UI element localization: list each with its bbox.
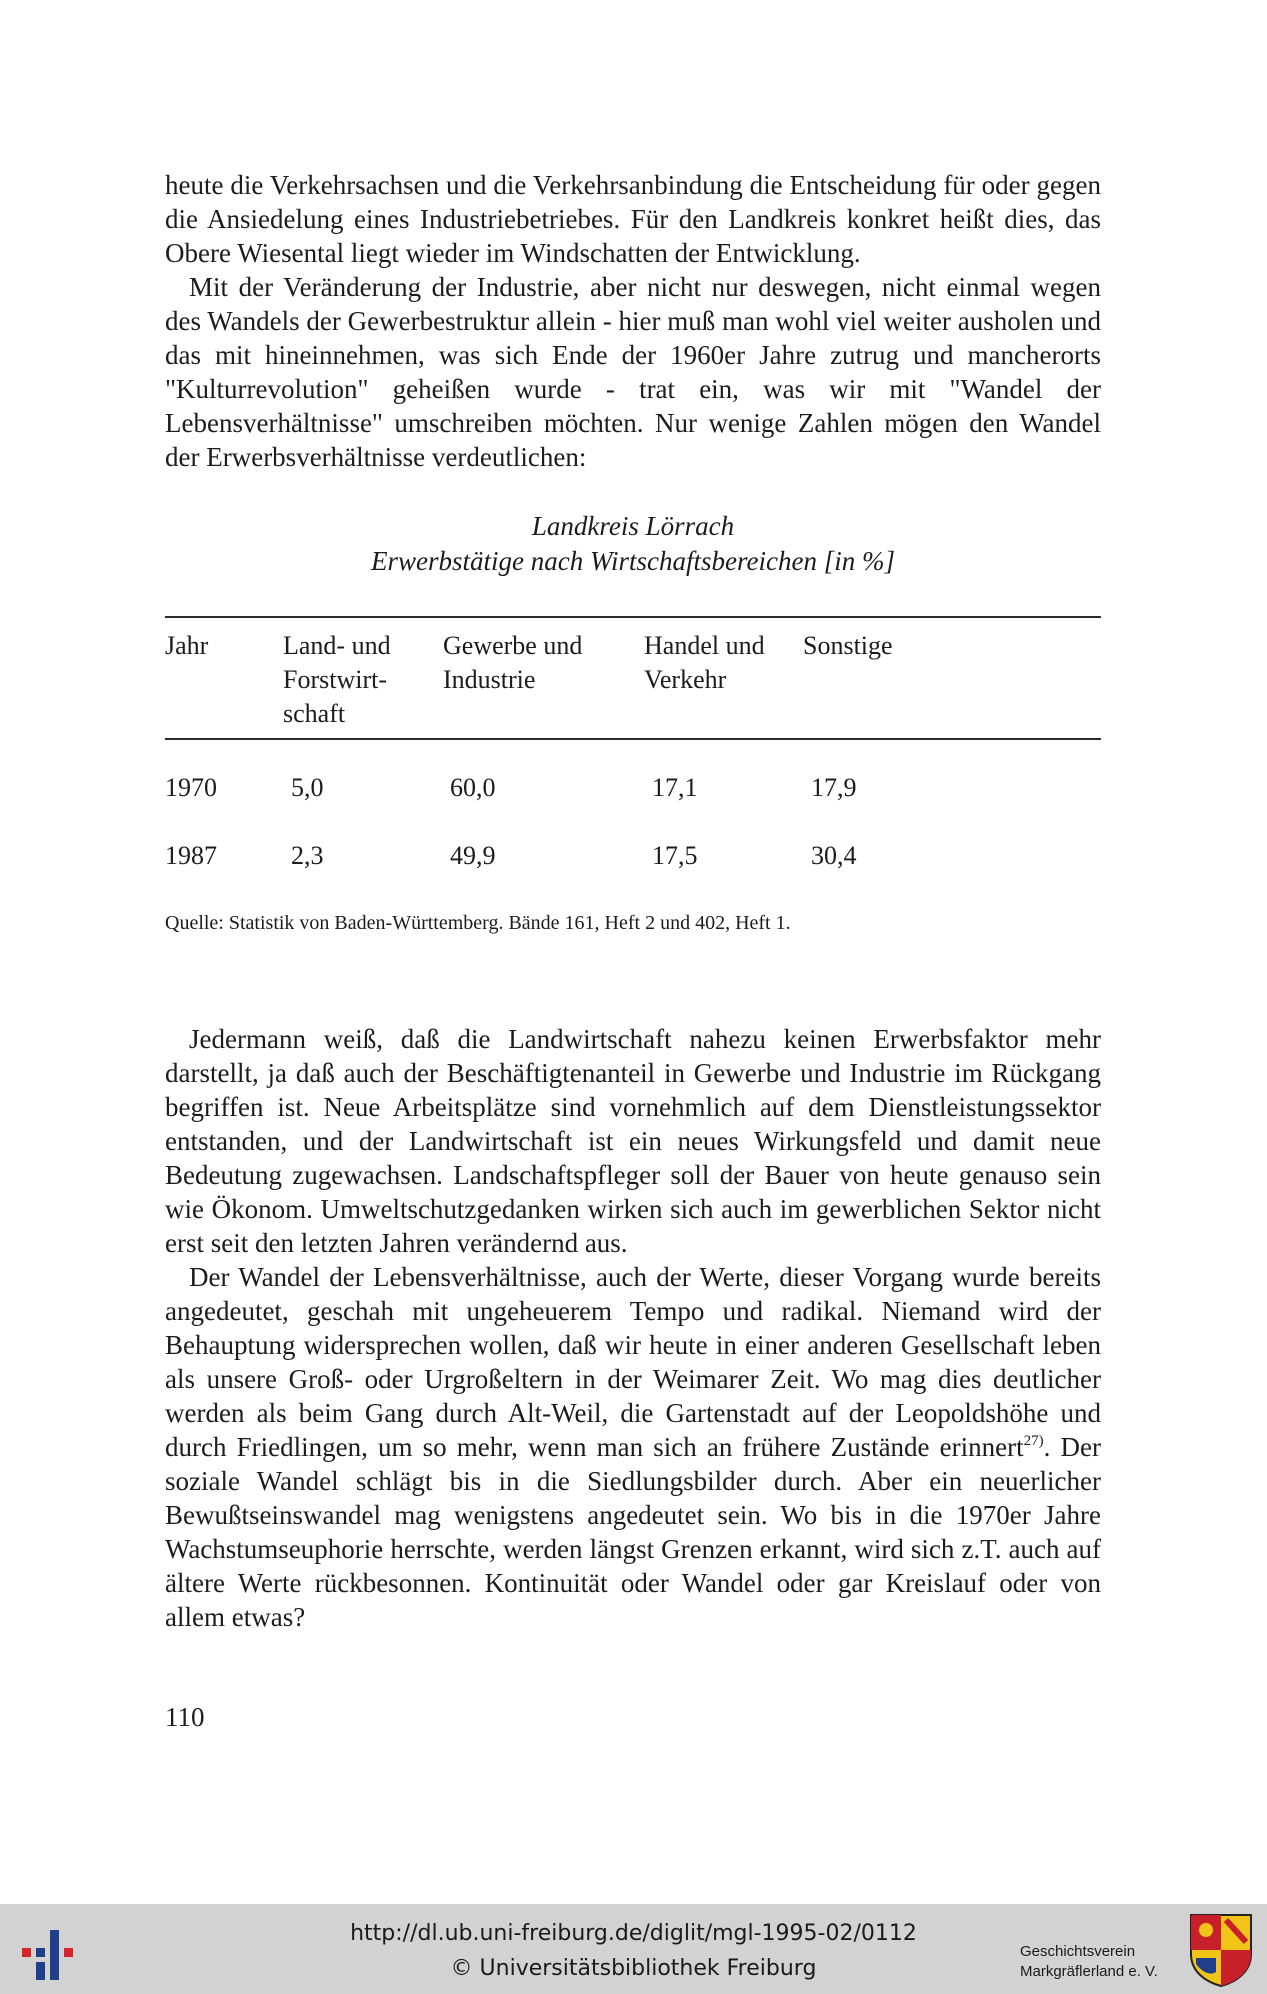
intro-text [165, 168, 1101, 474]
table-header-trade: Handel und Verkehr [644, 631, 765, 694]
table-cell-trade: 17,1 [652, 773, 698, 802]
copyright-text: © Universitätsbibliothek Freiburg [450, 1956, 817, 1981]
table-cell-year: 1987 [165, 841, 217, 870]
table-header-agriculture: Land- und Forstwirt- schaft [283, 631, 391, 728]
table-cell-agriculture: 2,3 [291, 841, 324, 870]
society-name-line-1: Geschichtsverein [1020, 1943, 1136, 1960]
society-name-line-2: Markgräflerland e. V. [1020, 1963, 1158, 1980]
table-source-note: Quelle: Statistik von Baden-Württemberg. Bände 161, Heft 2 und 402, Heft 1. [165, 912, 791, 934]
table-header-year: Jahr [165, 631, 209, 660]
table-cell-other: 17,9 [811, 773, 857, 802]
society-name [1020, 1942, 1170, 1982]
library-footer [0, 1904, 1267, 1994]
table-top-rule [165, 616, 1101, 618]
table-cell-other: 30,4 [811, 841, 857, 870]
table-cell-industry: 49,9 [450, 841, 496, 870]
table-header-rule [165, 738, 1101, 740]
permalink-url[interactable]: http://dl.ub.uni-freiburg.de/diglit/mgl-1995-02/0112 [350, 1921, 917, 1946]
table-subtitle: Erwerbstätige nach Wirtschaftsbereichen [in %] [371, 546, 895, 576]
table-cell-industry: 60,0 [450, 773, 496, 802]
paragraph-4 [165, 1260, 1101, 1634]
footnote-reference: 27) [1023, 1433, 1044, 1449]
paragraph-3: Jedermann weiß, daß die Landwirtschaft nahezu keinen Erwerbsfaktor mehr darstellt, ja daß auch der Beschäftigtenanteil in Gewerbe und Industrie im Rückgang begriffen ist. Neue Arbeitsplätze sind vornehmlich auf dem Dienstleistungssektor entstanden, und der Landwirtschaft ist ein neues Wirkungsfeld und damit neue Bedeutung zugewachsen. Landschaftspfleger soll der Bauer von heute genauso sein wie Ökonom. Umweltschutzgedanken wirken sich auch im gewerblichen Sektor nicht erst seit den letzten Jahren verändernd aus. [165, 1024, 1101, 1258]
table-title: Landkreis Lörrach [531, 511, 735, 541]
paragraph-2: Mit der Veränderung der Industrie, aber nicht nur deswegen, nicht einmal wegen des Wandels der Gewerbestruktur allein - hier muß man wohl viel weiter ausholen und das mit hineinnehmen, was sich Ende der 1960er Jahre zutrug und mancherorts "Kulturrevolution" geheißen wurde - trat ein, was wir mit "Wandel der Lebensverhältnisse" umschreiben möchten. Nur wenige Zahlen mögen den Wandel der Erwerbsverhältnisse verdeutlichen: [165, 272, 1101, 472]
table-cell-year: 1970 [165, 773, 217, 802]
table-cell-agriculture: 5,0 [291, 773, 324, 802]
page-number: 110 [165, 1702, 205, 1732]
table-header-industry: Gewerbe und Industrie [443, 631, 583, 694]
paragraph-4-part-2: . Der soziale Wandel schlägt bis in die Siedlungsbilder durch. Aber ein neuerlicher Bewußtseinswandel mag wenigstens angedeutet sein. Wo bis in die 1970er Jahre Wachstumseuphorie herrschte, werden längst Grenzen erkannt, wird sich z.T. auch auf ältere Werte rückbesonnen. Kontinuität oder Wandel oder gar Kreislauf oder von allem etwas? [165, 1432, 1101, 1632]
table-header-other: Sonstige [803, 631, 893, 660]
paragraph-4-part-1: Der Wandel der Lebensverhältnisse, auch der Werte, dieser Vorgang wurde bereits angedeutet, geschah mit ungeheuerem Tempo und radikal. Niemand wird der Behauptung widersprechen wollen, daß wir heute in einer anderen Gesellschaft leben als unsere Groß- oder Urgroßeltern in der Weimarer Zeit. Wo mag dies deutlicher werden als beim Gang durch Alt-Weil, die Gartenstadt auf der Leopoldshöhe und durch Friedlingen, um so mehr, wenn man sich an frühere Zustände erinnert [165, 1262, 1101, 1462]
body-text [165, 1022, 1101, 1634]
coat-of-arms-icon [1188, 1912, 1254, 1988]
table-cell-trade: 17,5 [652, 841, 698, 870]
paragraph-1: heute die Verkehrsachsen und die Verkehrsanbindung die Entscheidung für oder gegen die Ansiedelung eines Industriebetriebes. Für den Landkreis konkret heißt dies, das Obere Wiesental liegt wieder im Windschatten der Entwicklung. [165, 170, 1101, 268]
